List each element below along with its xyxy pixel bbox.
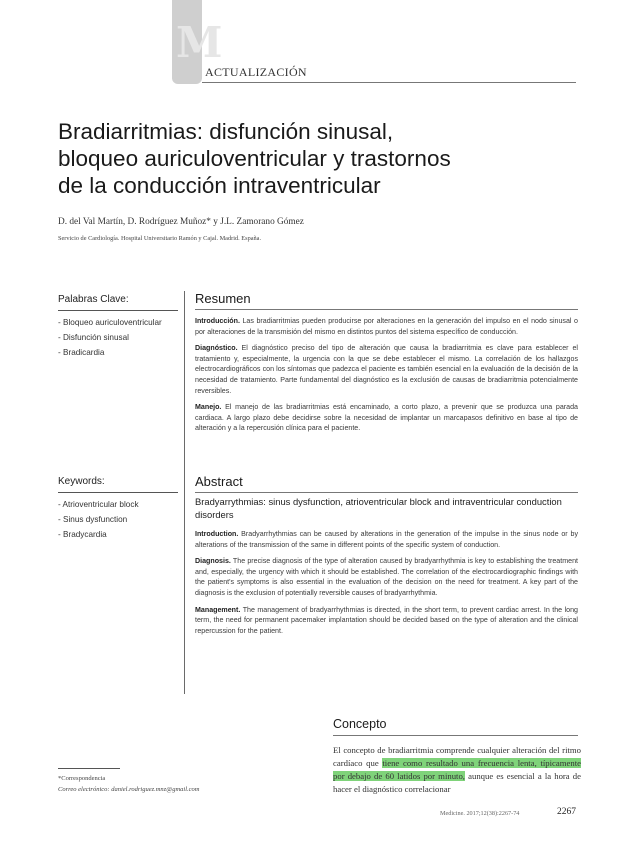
highlighted-text[interactable]: tiene como resultado una frecuencia lenta, típicamente por debajo de 60 latidos por minuto, [333,758,581,781]
divider [58,492,178,493]
journal-logo-letter: M [176,18,223,67]
email-link[interactable]: daniel.rodriguez.mnz@gmail.com [111,786,200,793]
keyword-item: - Bradicardia [58,348,105,357]
palabras-clave-list [58,315,178,360]
concepto-heading: Concepto [333,717,387,731]
title-line: Bradiarritmias: disfunción sinusal, [58,119,394,144]
keyword-item: - Atrioventricular block [58,500,139,509]
divider [333,735,578,736]
footnote-correspondence: *Correspondencia [58,775,106,782]
column-divider [184,291,185,694]
keywords-heading: Keywords: [58,476,105,487]
resumen-section [195,291,578,440]
resumen-paragraph: Introducción. Las bradiarritmias pueden producirse por alteraciones en la generación del impulso en el nodo sinusal o por alteraciones de la transmisión del mismo en distintos puntos del sistema específico de conducción. [195,317,578,336]
section-divider [202,82,576,83]
affiliation: Servicio de Cardiología. Hospital Universitario Ramón y Cajal. Madrid. España. [58,235,262,242]
section-label: ACTUALIZACIÓN [205,65,307,79]
abstract-paragraph: Management. The management of bradyarrhythmias is directed, in the short term, to prevent cardiac arrest. In the long term, the need for permanent pacemaker implantation should be decided based on the type of alteration and the clinical repercussion for the patient. [195,605,578,635]
resumen-paragraph: Diagnóstico. El diagnóstico preciso del tipo de alteración que causa la bradiarritmia es clave para establecer el tratamiento y, especialmente, la urgencia con la que se debe establecer el mismo. La correlación de los hallazgos electrocardiográficos con los síntomas que padezca el paciente es también esencial en la evaluación de la decisión de la necesidad de tratamiento. Parte fundamental del diagnóstico es la exclusión de causas de bradiarritmia potencialmente reversibles. [195,344,578,395]
journal-citation: Medicine. 2017;12(38):2267-74 [440,810,520,817]
footnote-divider [58,768,120,769]
keyword-item: - Bradycardia [58,530,107,539]
title-line: bloqueo auriculoventricular y trastornos [58,146,451,171]
abstract-subtitle: Bradyarrythmias: sinus dysfunction, atrioventricular block and intraventricular conduction disorders [195,496,562,520]
keywords-box [58,476,178,542]
resumen-heading: Resumen [195,291,251,306]
resumen-paragraph: Manejo. El manejo de las bradiarritmias está encaminado, a corto plazo, a prevenir que se produzca una parada cardiaca. A largo plazo debe decidirse sobre la necesidad de implantar un marcapasos definitivo en base al tipo de alteración y a la repercusión clínica para el paciente. [195,403,578,433]
keyword-item: - Sinus dysfunction [58,515,128,524]
keywords-list [58,497,178,542]
article-title [58,118,578,199]
footnote-email: Correo electrónico: daniel.rodriguez.mnz@gmail.com [58,786,200,793]
divider [195,492,578,493]
divider [195,309,578,310]
palabras-clave-heading: Palabras Clave: [58,294,129,305]
concepto-paragraph: El concepto de bradiarritmia comprende cualquier alteración del ritmo cardíaco que tiene como resultado una frecuencia lenta, típicamente por debajo de 60 latidos por minuto, aunque es esencial a la hora de hacer el diagnóstico correlacionar [333,745,581,794]
abstract-heading: Abstract [195,474,243,489]
page-number: 2267 [557,807,576,817]
palabras-clave-box [58,294,178,360]
keyword-item: - Bloqueo auriculoventricular [58,318,162,327]
author-list: D. del Val Martín, D. Rodríguez Muñoz* y J.L. Zamorano Gómez [58,217,304,227]
abstract-paragraph: Diagnosis. The precise diagnosis of the type of alteration caused by bradyarrhythmia is key to establishing the treatment and, especially, the urgency with which it should be established. The correlation of the electrocardiographic findings with the patient's symptoms is also essential in the evaluation of the decision on the need for treatment. A key part of the diagnosis is the exclusion of potentially reversible causes of bradyarrhythmia. [195,557,578,597]
abstract-section [195,474,578,642]
divider [58,310,178,311]
keyword-item: - Disfunción sinusal [58,333,129,342]
title-line: de la conducción intraventricular [58,173,381,198]
abstract-paragraph: Introduction. Bradyarrhythmias can be caused by alterations in the generation of the impulse in the sinus node or by alterations of the transmission of the same in different points of the specific system of conduction. [195,530,578,549]
